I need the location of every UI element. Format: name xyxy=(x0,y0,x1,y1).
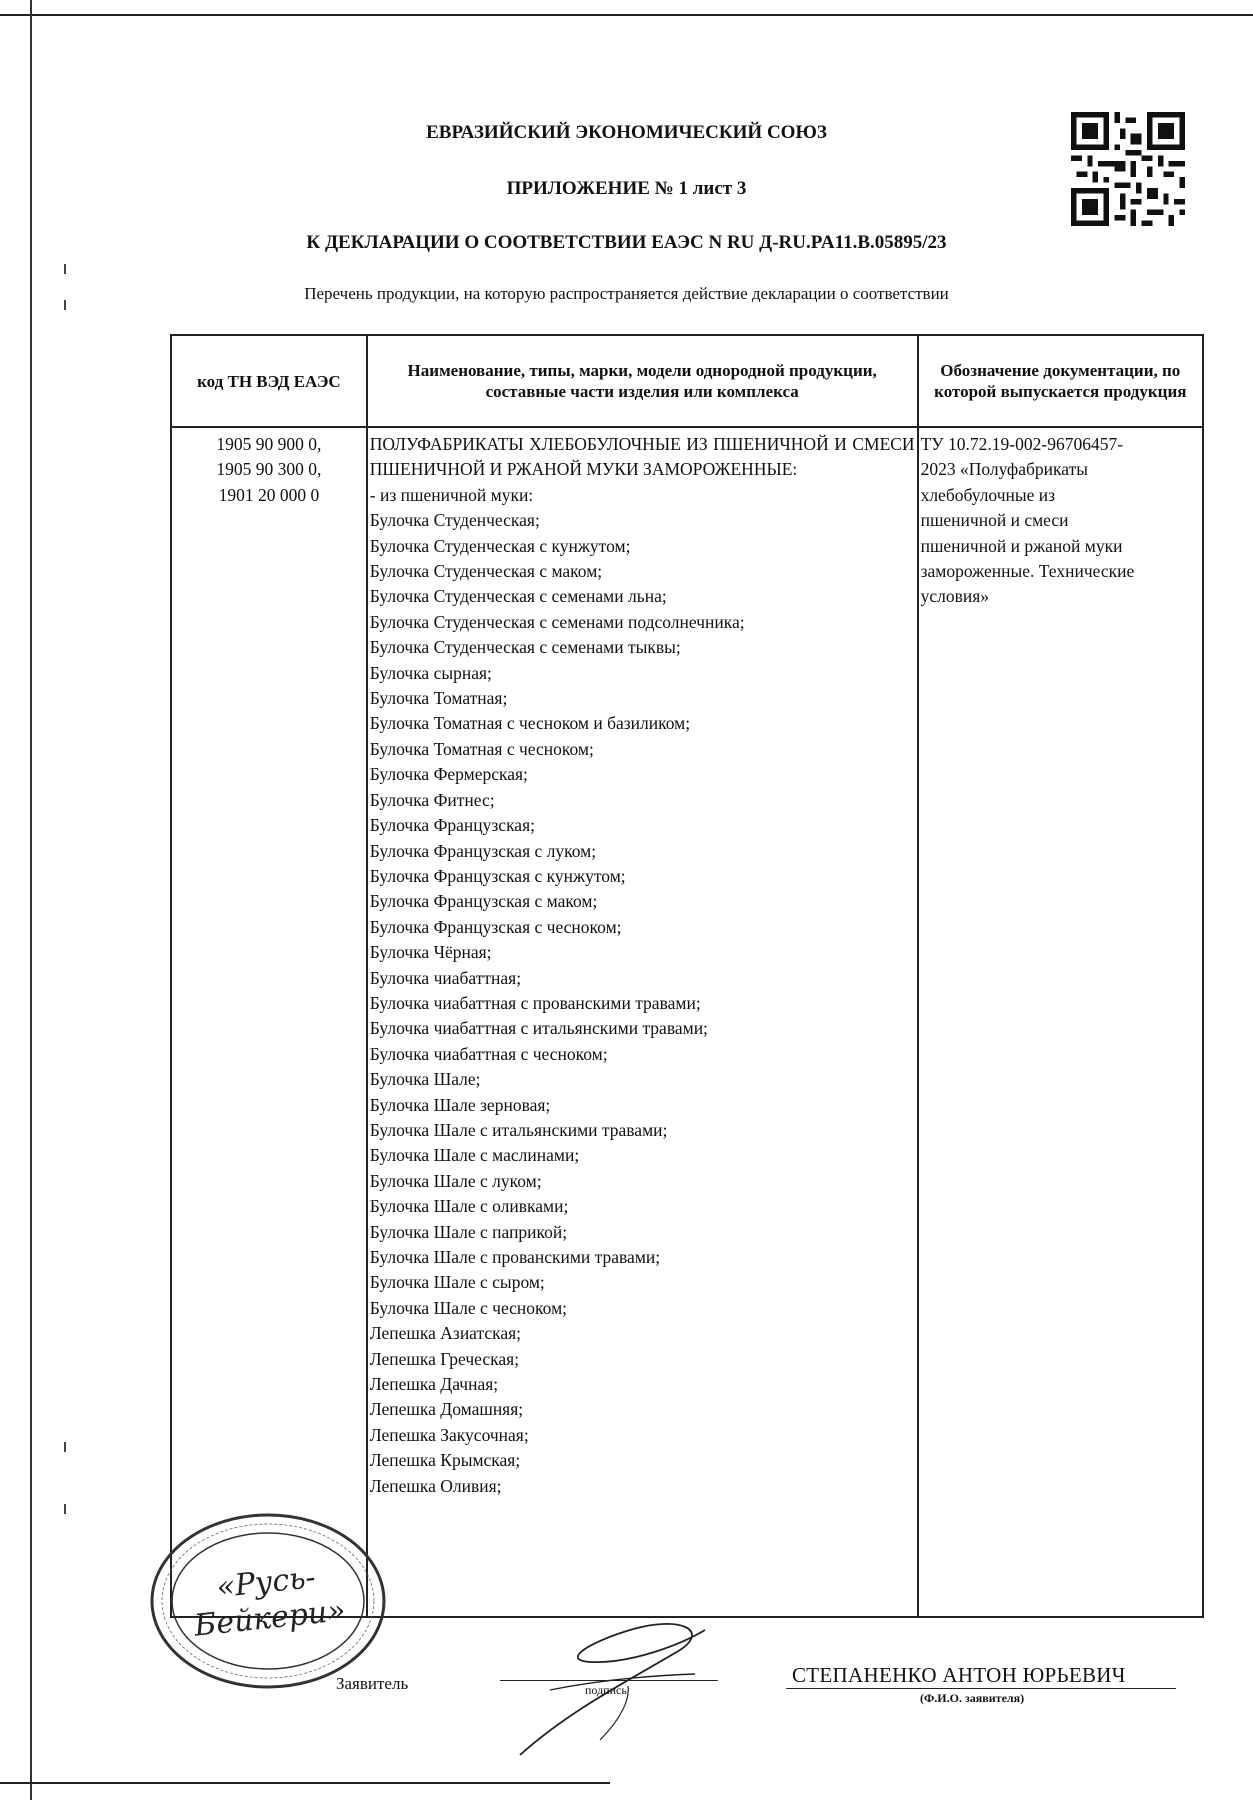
product-item: Булочка Французская с кунжутом; xyxy=(369,865,626,886)
product-subheading: - из пшеничной муки: xyxy=(369,484,534,505)
product-item: Булочка чиабаттная с итальянскими травами; xyxy=(369,1018,708,1039)
svg-text:«Русь-: «Русь- xyxy=(214,1560,318,1606)
product-item: Булочка чиабаттная; xyxy=(369,967,522,988)
company-stamp xyxy=(148,1510,388,1692)
product-item: Лепешка Дачная; xyxy=(369,1374,499,1395)
product-item: Булочка чиабаттная с прованскими травами; xyxy=(369,992,701,1013)
product-item: Лепешка Оливия; xyxy=(369,1475,502,1496)
product-item: Булочка Шале с чесноком; xyxy=(369,1297,568,1318)
scan-edge-bottom xyxy=(0,1782,610,1784)
product-item: Булочка Французская; xyxy=(369,815,535,836)
product-item: Булочка Студенческая с кунжутом; xyxy=(369,535,631,556)
product-item: Булочка Шале; xyxy=(369,1069,481,1090)
documentation-cell xyxy=(918,427,1203,1617)
product-item: Лепешка Азиатская; xyxy=(369,1323,522,1344)
product-item: Булочка Томатная; xyxy=(369,688,508,709)
product-item: Булочка Студенческая; xyxy=(369,510,540,531)
column-header-code: код ТН ВЭД ЕАЭС xyxy=(171,335,367,427)
product-item: Булочка Студенческая с семенами тыквы; xyxy=(369,637,681,658)
union-title: ЕВРАЗИЙСКИЙ ЭКОНОМИЧЕСКИЙ СОЮЗ xyxy=(426,122,827,143)
product-item: Булочка Фитнес; xyxy=(369,789,495,810)
intro-text: Перечень продукции, на которую распространяется действие декларации о соответствии xyxy=(304,284,949,303)
table-row xyxy=(171,427,1203,1617)
product-item: Лепешка Крымская; xyxy=(369,1450,521,1471)
code-line: 1905 90 300 0, xyxy=(216,459,322,480)
product-item: Булочка Томатная с чесноком и базиликом; xyxy=(369,713,691,734)
product-item: Булочка Томатная с чесноком; xyxy=(369,738,594,759)
product-item: Булочка Шале с оливками; xyxy=(369,1196,569,1217)
documentation-line: ТУ 10.72.19-002-96706457- xyxy=(920,434,1124,454)
name-line xyxy=(786,1688,1176,1689)
product-item: Булочка Фермерская; xyxy=(369,764,528,785)
product-item: Булочка Чёрная; xyxy=(369,942,492,963)
product-item: Булочка Шале зерновая; xyxy=(369,1094,551,1115)
product-item: Булочка Шале с итальянскими травами; xyxy=(369,1119,668,1140)
qr-code-icon xyxy=(1071,112,1185,226)
documentation-line: пшеничной и смеси xyxy=(920,510,1069,531)
applicant-name: СТЕПАНЕНКО АНТОН ЮРЬЕВИЧ xyxy=(792,1663,1126,1687)
documentation-line: пшеничной и ржаной муки xyxy=(920,535,1123,556)
product-item: Булочка Шале с прованскими травами; xyxy=(369,1247,661,1267)
svg-text:Бейкери»: Бейкери» xyxy=(192,1593,348,1644)
product-item: Булочка сырная; xyxy=(369,662,492,683)
product-item: Лепешка Закусочная; xyxy=(369,1424,529,1445)
scan-mark xyxy=(64,264,66,274)
appendix-title: ПРИЛОЖЕНИЕ № 1 лист 3 xyxy=(506,178,747,199)
product-item: Булочка Студенческая с маком; xyxy=(369,561,603,582)
product-item: Булочка Шале с сыром; xyxy=(369,1272,545,1293)
declaration-title: К ДЕКЛАРАЦИИ О СООТВЕТСТВИИ ЕАЭС N RU Д-RU.PA11.B.05895/23 xyxy=(306,232,947,253)
scan-mark xyxy=(64,1504,66,1514)
scan-edge-top xyxy=(0,14,1253,16)
product-item: Булочка Студенческая с семенами подсолнечника; xyxy=(369,611,745,632)
product-item: Булочка Французская с маком; xyxy=(369,891,598,912)
product-item: Булочка Шале с маслинами; xyxy=(369,1145,580,1166)
documentation-line: 2023 «Полуфабрикаты xyxy=(920,459,1088,480)
product-item: Булочка Французская с чесноком; xyxy=(369,916,622,937)
documentation-line: условия» xyxy=(920,586,990,607)
product-item: Булочка Шале с луком; xyxy=(369,1170,542,1191)
product-group-heading: ПОЛУФАБРИКАТЫ ХЛЕБОБУЛОЧНЫЕ ИЗ ПШЕНИЧНОЙ И СМЕСИ ПШЕНИЧНОЙ И РЖАНОЙ МУКИ ЗАМОРОЖЕННЫЕ: xyxy=(369,434,915,480)
signature-line xyxy=(500,1680,718,1681)
product-item: Булочка чиабаттная с чесноком; xyxy=(369,1043,608,1064)
code-line: 1905 90 900 0, xyxy=(216,434,322,454)
applicant-label: Заявитель xyxy=(336,1674,409,1693)
documentation-line: хлебобулочные из xyxy=(920,484,1056,505)
code-line: 1901 20 000 0 xyxy=(218,484,320,505)
scan-edge-left xyxy=(30,0,32,1800)
scan-mark xyxy=(64,1442,66,1452)
product-item: Булочка Шале с паприкой; xyxy=(369,1221,568,1242)
product-cell xyxy=(367,427,918,1617)
product-item: Лепешка Греческая; xyxy=(369,1348,520,1369)
product-item: Булочка Студенческая с семенами льна; xyxy=(369,586,667,607)
table-header-row xyxy=(171,335,1203,427)
column-header-documentation: Обозначение документации, по которой выпускается продукция xyxy=(918,335,1203,427)
product-table xyxy=(170,334,1204,1618)
name-caption: (Ф.И.О. заявителя) xyxy=(920,1691,1025,1705)
product-list xyxy=(370,508,915,1499)
documentation-line: замороженные. Технические xyxy=(920,561,1135,582)
code-cell xyxy=(171,427,367,1617)
product-item: Булочка Французская с луком; xyxy=(369,840,597,861)
product-item: Лепешка Домашняя; xyxy=(369,1399,524,1420)
column-header-name: Наименование, типы, марки, модели однородной продукции, составные части изделия или комплекса xyxy=(367,335,918,427)
signature-caption: подпись xyxy=(585,1683,627,1697)
signature xyxy=(480,1590,720,1760)
